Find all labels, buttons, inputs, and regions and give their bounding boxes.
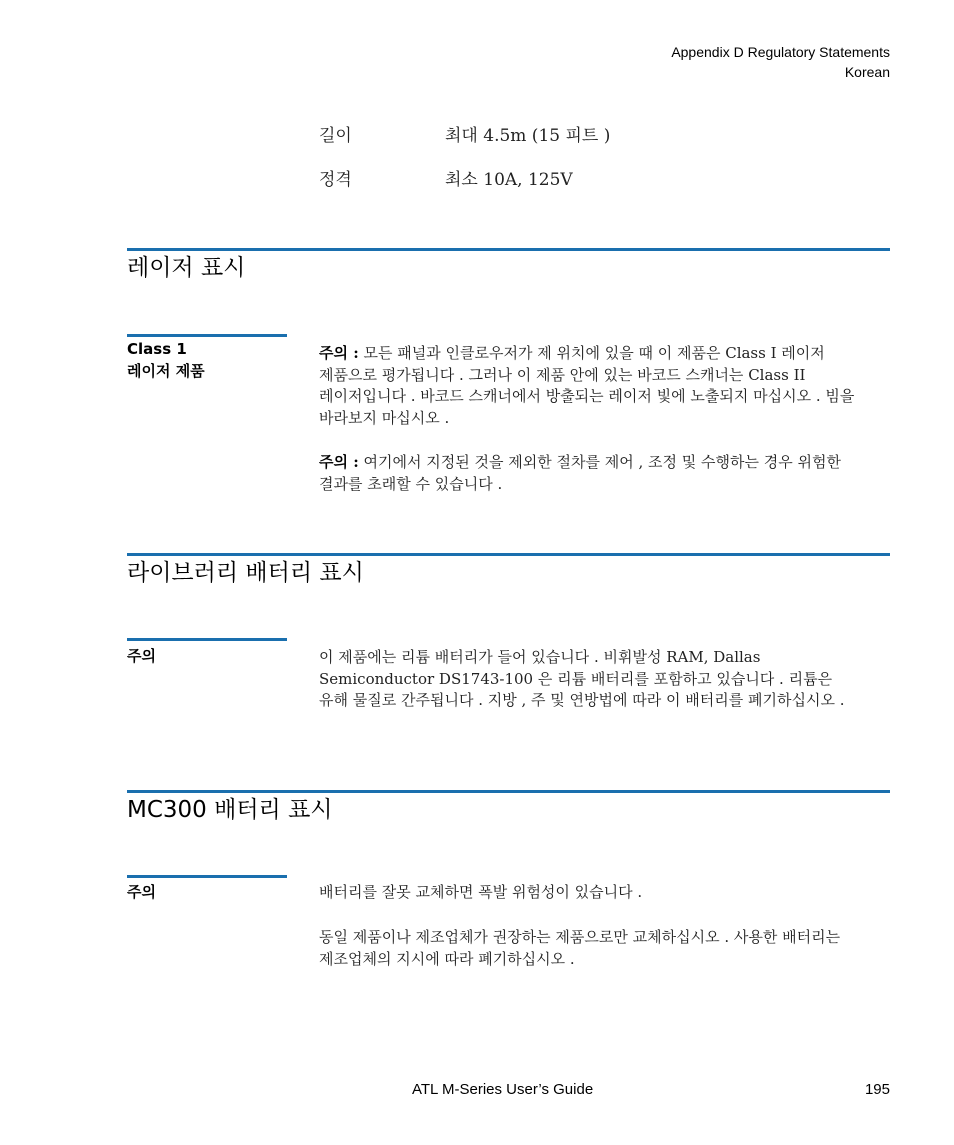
section-title-library-battery: 라이브러리 배터리 표시 <box>127 560 364 586</box>
spec-value: 최소 10A, 125V <box>445 170 573 190</box>
side-head-divider <box>127 334 287 337</box>
spec-label: 정격 <box>319 170 352 190</box>
caution-text: 모든 패널과 인클로우저가 제 위치에 있을 때 이 제품은 Class I 레이저 제품으로 평가됩니다 . 그러나 이 제품 안에 있는 바코드 스캐너는 Class II 레이저입니다 . 바코드 스캐너에서 방출되는 레이저 빛에 노출되지 마십시오 . 빔을 바라보지 마십시오 . <box>319 344 855 427</box>
side-head-class1 <box>127 338 205 382</box>
running-header-chapter: Appendix D Regulatory Statements <box>671 44 890 60</box>
caution-label: 주의 : <box>319 453 359 471</box>
section-divider <box>127 553 890 556</box>
side-head-caution: 주의 <box>127 647 156 665</box>
laser-caution-paragraph <box>319 343 864 429</box>
side-head-line: Class 1 <box>127 340 187 358</box>
footer-page-number: 195 <box>864 1081 890 1098</box>
mc300-battery-paragraph-2: 동일 제품이나 제조업체가 권장하는 제품으로만 교체하십시오 . 사용한 배터리는 제조업체의 지시에 따라 폐기하십시오 . <box>319 928 841 968</box>
section-divider <box>127 248 890 251</box>
caution-label: 주의 : <box>319 344 359 362</box>
spec-label: 길이 <box>319 126 352 146</box>
running-header <box>671 42 890 82</box>
side-head-divider <box>127 638 287 641</box>
side-head-caution: 주의 <box>127 883 156 901</box>
section-title-mc300-battery: MC300 배터리 표시 <box>127 797 333 823</box>
library-battery-paragraph: 이 제품에는 리튬 배터리가 들어 있습니다 . 비휘발성 RAM, Dallas Semiconductor DS1743-100 은 리튬 배터리를 포함하고 있습니다 . 리튬은 유해 물질로 간주됩니다 . 지방 , 주 및 연방법에 따라 이 배터리를 폐기하십시오 . <box>319 648 845 709</box>
section-divider <box>127 790 890 793</box>
running-header-language: Korean <box>844 64 890 80</box>
section-title-laser: 레이저 표시 <box>127 255 246 281</box>
footer-guide-title: ATL M-Series User’s Guide <box>412 1081 594 1098</box>
caution-text: 여기에서 지정된 것을 제외한 절차를 제어 , 조정 및 수행하는 경우 위험한 결과를 초래할 수 있습니다 . <box>319 453 841 493</box>
side-head-line: 레이저 제품 <box>127 362 205 380</box>
mc300-battery-paragraph: 배터리를 잘못 교체하면 폭발 위험성이 있습니다 . <box>319 883 643 901</box>
laser-caution-paragraph-2 <box>319 452 864 495</box>
spec-value: 최대 4.5m (15 피트 ) <box>445 126 611 146</box>
side-head-divider <box>127 875 287 878</box>
